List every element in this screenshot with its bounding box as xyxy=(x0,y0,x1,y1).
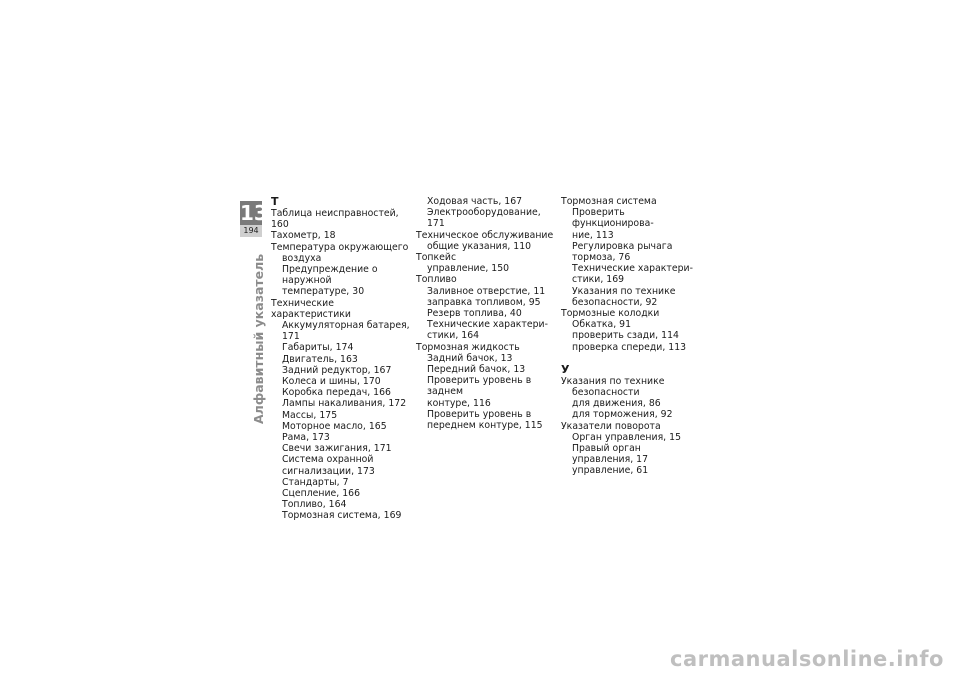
index-subentry: Система охранной xyxy=(282,454,374,466)
index-subentry: тормоза, 76 xyxy=(572,252,631,264)
index-subentry: Рама, 173 xyxy=(282,432,330,444)
index-subentry: Проверить функционирова- xyxy=(572,207,654,230)
index-subentry: Передний бачок, 13 xyxy=(427,364,526,376)
section-title-vertical xyxy=(237,244,265,424)
index-entry: Тормозная жидкость xyxy=(416,341,520,353)
index-column-2 xyxy=(416,196,556,431)
index-subentry: Правый орган управления, 17 xyxy=(572,443,649,466)
index-subentry: стики, 164 xyxy=(427,330,480,342)
index-subentry: Сцепление, 166 xyxy=(282,488,361,500)
section-title-text: Алфавитный указатель xyxy=(251,253,266,424)
index-subentry: Лампы накаливания, 172 xyxy=(282,398,407,410)
index-subentry: заправка топливом, 95 xyxy=(427,296,541,308)
index-subentry: Обкатка, 91 xyxy=(572,319,632,331)
page-number: 194 xyxy=(240,225,262,237)
index-subentry: управление, 150 xyxy=(427,263,510,275)
index-entry: Указатели поворота xyxy=(561,420,661,432)
index-subentry: воздуха xyxy=(282,252,322,264)
index-subentry: для торможения, 92 xyxy=(572,409,673,421)
chapter-number: 13 xyxy=(240,201,268,225)
index-subentry: Массы, 175 xyxy=(282,409,338,421)
index-subentry: проверка спереди, 113 xyxy=(572,341,687,353)
index-subentry: Заливное отверстие, 11 xyxy=(427,285,546,297)
index-entry: Техническое обслуживание xyxy=(416,229,554,241)
index-column-3 xyxy=(561,196,701,477)
index-subentry: Габариты, 174 xyxy=(282,342,354,354)
index-subentry: Проверить уровень в xyxy=(427,408,532,420)
index-subentry: Колеса и шины, 170 xyxy=(282,376,381,388)
index-subentry: Указания по технике xyxy=(572,285,676,297)
index-subentry: общие указания, 110 xyxy=(427,240,532,252)
index-entry: Топливо xyxy=(416,274,457,286)
index-subentry: Технические характери- xyxy=(427,319,548,331)
index-letter-heading: Т xyxy=(271,195,279,208)
index-subentry: Задний бачок, 13 xyxy=(427,352,513,364)
index-subentry: Регулировка рычага xyxy=(572,240,673,252)
index-entry: Указания по технике xyxy=(561,375,665,387)
index-subentry: Топливо, 164 xyxy=(282,499,347,511)
index-entry: Таблица неисправностей, 160 xyxy=(271,208,399,231)
index-subentry: сигнализации, 173 xyxy=(282,465,375,477)
chapter-tab xyxy=(240,201,268,237)
index-subentry: Тормозная система, 169 xyxy=(282,510,402,522)
index-subentry: безопасности, 92 xyxy=(572,296,658,308)
index-subentry: стики, 169 xyxy=(572,274,625,286)
index-subentry: температуре, 30 xyxy=(282,286,365,298)
index-column-1 xyxy=(271,196,411,522)
index-subentry: Проверить уровень в заднем xyxy=(427,375,532,398)
index-subentry: Задний редуктор, 167 xyxy=(282,364,392,376)
index-entry: Температура окружающего xyxy=(271,241,409,253)
index-subentry: безопасности xyxy=(572,387,640,399)
index-subentry: управление, 61 xyxy=(572,465,649,477)
index-subentry: для движения, 86 xyxy=(572,398,661,410)
index-subentry: Электрооборудование, 171 xyxy=(427,207,541,230)
index-subentry: Моторное масло, 165 xyxy=(282,420,387,432)
index-entry: Тахометр, 18 xyxy=(271,230,336,242)
index-entry: Технические характеристики xyxy=(271,297,351,320)
index-subentry: Резерв топлива, 40 xyxy=(427,308,522,320)
index-subentry: Предупреждение о наружной xyxy=(282,264,378,287)
index-entry: Тормозные колодки xyxy=(561,308,660,320)
index-subentry: ние, 113 xyxy=(572,229,614,241)
index-subentry: Ходовая часть, 167 xyxy=(427,196,523,207)
index-entry: Тормозная система xyxy=(561,196,657,207)
index-subentry: Двигатель, 163 xyxy=(282,353,358,365)
index-subentry: Свечи зажигания, 171 xyxy=(282,443,392,455)
index-subentry: переднем контуре, 115 xyxy=(427,420,543,432)
index-subentry: Орган управления, 15 xyxy=(572,431,682,443)
index-subentry: Коробка передач, 166 xyxy=(282,387,391,399)
index-subentry: контуре, 116 xyxy=(427,397,491,409)
index-letter-heading: У xyxy=(561,362,570,376)
index-subentry: проверить сзади, 114 xyxy=(572,330,679,342)
watermark: carmanualsonline.info xyxy=(670,647,944,671)
index-entry: Топкейс xyxy=(416,252,457,264)
index-subentry: Стандарты, 7 xyxy=(282,476,349,488)
index-subentry: Технические характери- xyxy=(572,263,693,275)
index-subentry: Аккумуляторная батарея, 171 xyxy=(282,320,410,343)
